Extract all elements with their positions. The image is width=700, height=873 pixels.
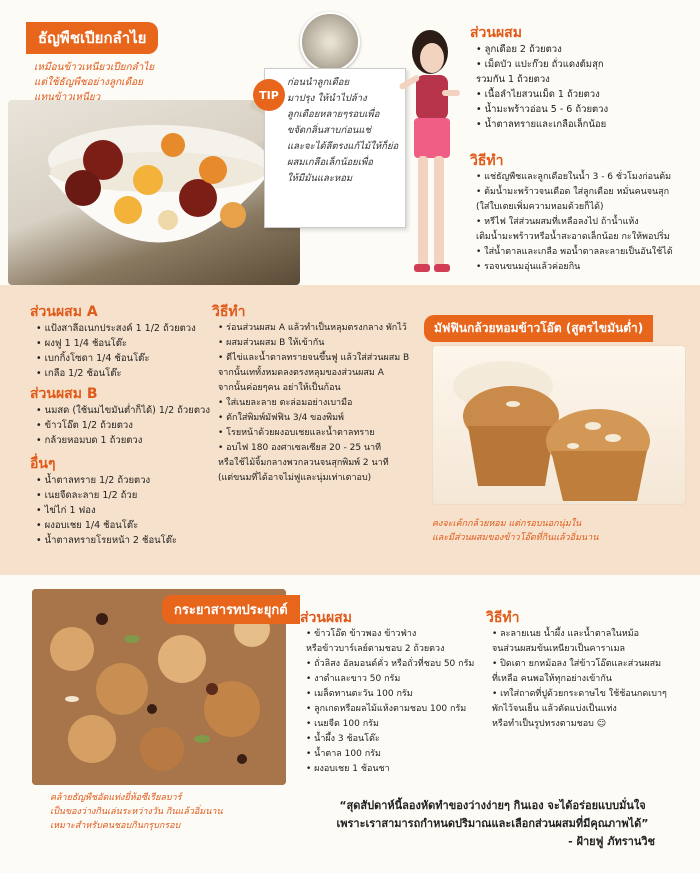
muffin-other-title: อื่นๆ [30,456,56,472]
muffin-a-list: • แป้งสาลีอเนกประสงค์ 1 1/2 ถ้วยตวง • ผงฟู 1 1/4 ช้อนโต๊ะ • เบกกิ้งโซดา 1/4 ช้อนโต๊ะ • เกลือ 1/2 ช้อนโต๊ะ [36,321,216,381]
dessert-ingredients-list: • ลูกเดือย 2 ถ้วยตวง • เม็ดบัว แปะก๊วย ถั่วแดงต้มสุก รวมกัน 1 ถ้วยตวง • เนื้อลำไยสวนเม็ด 1 ถ้วยตวง • น้ำมะพร้าวอ่อน 5 - 6 ถ้วยตวง • น้ำตาลทรายและเกลือเล็กน้อย [476,42,696,132]
section-muffin [0,285,700,575]
woman-figure [390,20,470,285]
dessert-method-list: • แช่ธัญพืชและลูกเดือยในน้ำ 3 - 6 ชั่วโมงก่อนต้ม • ต้มน้ำมะพร้าวจนเดือด ใส่ลูกเดือย หมั่นคนจนสุก (ใส่ใบเตยเพิ่มความหอมด้วยก็ได้) • หรีไฟ ใส่ส่วนผสมที่เหลือลงไป ถ้าน้ำแห้ง เติมน้ำมะพร้าวหรือน้ำสะอาดเล็กน้อย กะให้พอปริ่ม • ใส่น้ำตาลและเกลือ พอน้ำตาลละลายเป็นอันใช้ได้ • รอจนขนมอุ่นแล้วค่อยกิน [476,170,700,275]
muffin-illustration [433,346,686,505]
muffin-a-title: ส่วนผสม A [30,304,98,320]
muffin-title: มัฟฟินกล้วยหอมข้าวโอ๊ต (สูตรไขมันต่ำ) [424,315,653,342]
granola-method-title: วิธีทำ [486,610,520,626]
quote-author: - ฝ้ายฟู ภัทรานวิช [568,835,655,848]
dessert-intro: เหมือนข้าวเหนียวเปียกลำไย แต่ใช้ธัญพืชอย่างลูกเดือย แทนข้าวเหนียว [34,62,155,103]
granola-title: กระยาสารทประยุกต์ [162,595,300,624]
granola-method-list: • ละลายเนย น้ำผึ้ง และน้ำตาลในหม้อ จนส่วนผสมข้นเหนียวเป็นคาราเมล • ปิดเตา ยกหม้อลง ใส่ข้าวโอ๊ตและส่วนผสม ที่เหลือ คนพอให้ทุกอย่างเข้ากัน • เทใส่ถาดที่ปูด้วยกระดาษไข ใช้ช้อนกดเบาๆ พักไว้จนเย็น แล้วตัดแบ่งเป็นแท่ง หรือทำเป็นรูปทรงตามชอบ ☺ [492,627,698,732]
muffin-caption: คงจะเค้กกล้วยหอม แต่กรอบนอกนุ่มใน และมีส่วนผสมของข้าวโอ๊ตที่กินแล้วอิ่มนาน [432,519,599,543]
granola-caption: คล้ายธัญพืชอัดแท่งยี่ห้อซีเรียลบาร์ เป็นของว่างกินเล่นระหว่างวัน กินแล้วอิ่มนาน เหมาะสำหรับคนชอบกินกรุบกรอบ [50,793,223,831]
dessert-method-title: วิธีทำ [470,153,504,169]
muffin-method-title: วิธีทำ [212,304,246,320]
muffin-method-list: • ร่อนส่วนผสม A แล้วทำเป็นหลุมตรงกลาง พักไว้ • ผสมส่วนผสม B ให้เข้ากัน • ตีไข่และน้ำตาลทรายจนขึ้นฟู แล้วใส่ส่วนผสม B จากนั้นเททั้งหมดลงตรงหลุมของส่วนผสม A จากนั้นค่อยๆคน อย่าให้เป็นก้อน • ใส่เนยละลาย ตะล่อมอย่างเบามือ • ตักใส่พิมพ์มัฟฟิน 3/4 ของพิมพ์ • โรยหน้าด้วยผงอบเชยและน้ำตาลทราย • อบไฟ 180 องศาเซลเซียส 20 - 25 นาที หรือใช้ไม้จิ้มกลางพวกลวนจนสุกพิมพ์ 2 นาที (แต่ขนมที่ได้อาจไม่ฟูและนุ่มเท่าเตาอบ) [218,321,428,486]
tip-badge: TIP [253,79,285,111]
section-dessert [0,0,700,285]
tip-text: ก่อนนำลูกเดือย มาปรุง ให้นำไปล้าง ลูกเดือยหลายๆรอบเพื่อ ขจัดกลิ่นสาบก่อนแช่ และจะได้ลีตรงแก้ไม้ให้ก็ย่อ ผสมเกลือเล็กน้อยเพื่อ ให้มีมันและหอม [287,77,399,184]
quote-block [290,797,695,851]
muffin-photo [432,345,686,505]
granola-ingredients-list: • ข้าวโอ๊ต ข้าวพอง ข้าวฟ่าง หรือข้าวบาร์เลย์ตามชอบ 2 ถ้วยตวง • ถั่วลิสง อัลมอนด์คั่ว หรือถั่วที่ชอบ 50 กรัม • งาดำและขาว 50 กรัม • เมล็ดทานตะวัน 100 กรัม • ลูกเกดหรือผลไม้แห้งตามชอบ 100 กรัม • เนยจืด 100 กรัม • น้ำผึ้ง 3 ช้อนโต๊ะ • น้ำตาล 100 กรัม • ผงอบเชย 1 ช้อนชา [306,627,496,777]
muffin-other-list: • น้ำตาลทราย 1/2 ถ้วยตวง • เนยจืดละลาย 1/2 ถ้วย • ไข่ไก่ 1 ฟอง • ผงอบเชย 1/4 ช้อนโต๊ะ • น้ำตาลทรายโรยหน้า 2 ช้อนโต๊ะ [36,473,216,548]
quote-line-1: “สุดสัปดาห์นี้ลองหัดทำของว่างง่ายๆ กินเอง จะได้อร่อยแบบมั่นใจ [339,799,646,812]
dessert-ingredients-title: ส่วนผสม [470,25,522,41]
muffin-b-list: • นมสด (ใช้นมไขมันต่ำก็ได้) 1/2 ถ้วยตวง • ข้าวโอ๊ต 1/2 ถ้วยตวง • กล้วยหอมบด 1 ถ้วยตวง [36,403,221,448]
grain-spoon-photo [300,12,360,72]
dessert-bowl-illustration [8,100,300,285]
quote-line-2: เพราะเราสามารถกำหนดปริมาณและเลือกส่วนผสมที่มีคุณภาพได้” [336,817,649,830]
tip-box [259,68,406,228]
dessert-bowl-photo [8,100,300,285]
dessert-title: ธัญพืชเปียกลำไย [26,22,158,54]
granola-ingredients-title: ส่วนผสม [300,610,352,626]
muffin-b-title: ส่วนผสม B [30,386,98,402]
section-granola [0,575,700,873]
woman-illustration [390,20,470,285]
